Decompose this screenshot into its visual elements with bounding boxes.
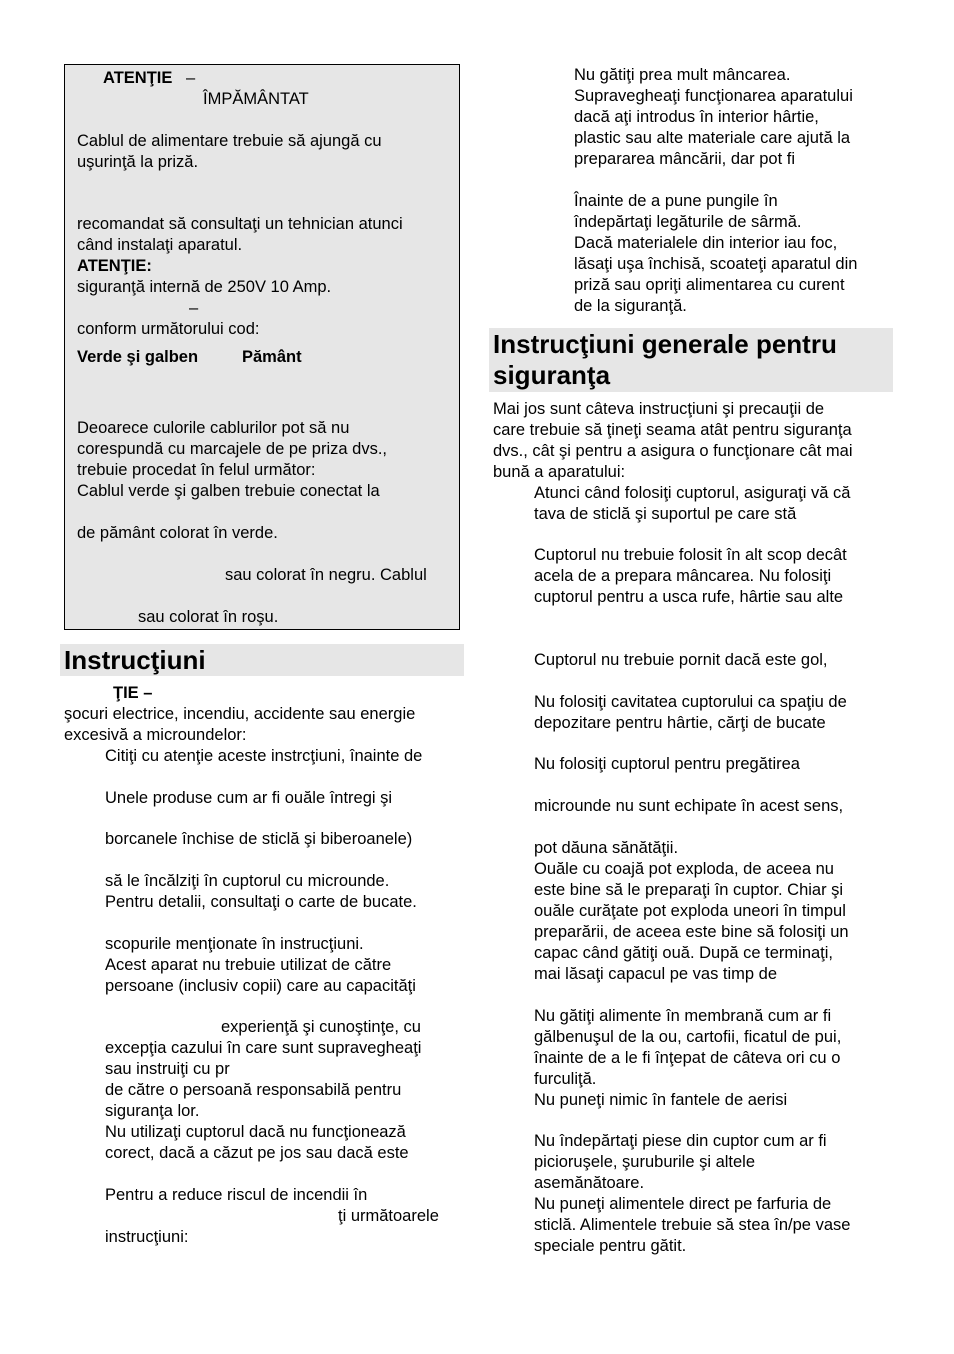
list-item: să le încălziţi în cuptorul cu microunde. (105, 872, 390, 890)
general-item: Nu îndepărtaţi piese din cuptor cum ar fi (534, 1132, 827, 1150)
grounded-text: ÎMPĂMÂNTAT (203, 90, 309, 108)
right-text-line: Supravegheaţi funcţionarea aparatului (574, 87, 853, 105)
right-text-line: îndepărtaţi legăturile de sârmă. (574, 213, 802, 231)
list-item: persoane (inclusiv copii) care au capacităţi (105, 977, 416, 995)
cable-text-1: Cablul de alimentare trebuie să ajungă cu (77, 132, 382, 150)
right-text-line: Dacă materialele din interior iau foc, (574, 234, 838, 252)
right-text-line: de la siguranţă. (574, 297, 687, 315)
right-text-line: Înainte de a pune pungile în (574, 192, 778, 210)
section-title: Instrucţiuni (64, 645, 206, 675)
right-text-line: plastic sau alte materiale care ajută la (574, 129, 851, 147)
list-item: ţi următoarele (338, 1207, 439, 1225)
list-item: Pentru a reduce riscul de incendii în (105, 1186, 368, 1204)
list-item: excepţia cazului în care sunt supravegheaţi (105, 1039, 422, 1057)
right-text-line: prepararea mâncării, dar pot fi (574, 150, 796, 168)
general-item: microunde nu sunt echipate în acest sens, (534, 797, 844, 815)
general-item: Atunci când folosiţi cuptorul, asiguraţi vă că (534, 484, 851, 502)
general-item: Nu puneţi nimic în fantele de aerisi (534, 1091, 788, 1109)
general-item: picioruşele, şuruburile şi altele (534, 1153, 756, 1171)
general-item: sticlă. Alimentele trebuie să stea în/pe vase (534, 1216, 851, 1234)
recommend-text-1: recomandat să consultaţi un tehnician atunci (77, 215, 403, 233)
list-item: Acest aparat nu trebuie utilizat de către (105, 956, 392, 974)
general-item: Ouăle cu coajă pot exploda, de aceea nu (534, 860, 834, 878)
intro-text-1: şocuri electrice, incendiu, accidente sau energie (64, 705, 416, 723)
general-item: tava de sticlă şi suportul pe care stă (534, 505, 797, 523)
general-item: Nu puneţi alimentele direct pe farfuria de (534, 1195, 832, 1213)
colors-text-4: Cablul verde şi galben trebuie conectat la (77, 482, 380, 500)
general-item: este bine să le preparaţi în cuptor. Chiar şi (534, 881, 844, 899)
list-item: Citiţi cu atenţie aceste instrcţiuni, înainte de (105, 747, 423, 765)
list-item: Unele produse cum ar fi ouăle întregi şi (105, 789, 393, 807)
warning-label-2: ATENŢIE: (77, 257, 152, 275)
general-item: cuptorul pentru a usca rufe, hârtie sau alte (534, 588, 844, 606)
list-item: Pentru detalii, consultaţi o carte de bucate. (105, 893, 417, 911)
general-item: speciale pentru gătit. (534, 1237, 687, 1255)
right-text-line: dacă aţi introdus în interior hârtie, (574, 108, 819, 126)
wire-earth: Pământ (242, 348, 302, 366)
general-intro: dvs., cât şi pentru a asigura o funcţionare cât mai (493, 442, 853, 460)
general-item: ouăle curăţate pot exploda uneori în timpul (534, 902, 846, 920)
list-item: de către o persoană responsabilă pentru (105, 1081, 402, 1099)
right-text-line: Nu gătiţi prea mult mâncarea. (574, 66, 791, 84)
intro-text-2: excesivă a microundelor: (64, 726, 247, 744)
warning-dash: – (186, 69, 196, 87)
general-item: pot dăuna sănătăţii. (534, 839, 679, 857)
general-title-2: siguranţa (493, 360, 611, 390)
general-item: Cuptorul nu trebuie pornit dacă este gol, (534, 651, 828, 669)
general-item: depozitare pentru hârtie, cărţi de bucate (534, 714, 826, 732)
right-text-line: priză sau opriţi alimentarea cu curent (574, 276, 845, 294)
general-intro: bună a aparatului: (493, 463, 626, 481)
list-item: experienţă şi cunoştinţe, cu (221, 1018, 421, 1036)
general-item: acela de a prepara mâncarea. Nu folosiţi (534, 567, 832, 585)
right-text-line: lăsaţi uşa închisă, scoateţi aparatul din (574, 255, 858, 273)
general-item: gălbenuşul de la ou, cartofii, ficatul de pui, (534, 1028, 842, 1046)
general-item: Nu gătiţi alimente în membrană cum ar fi (534, 1007, 832, 1025)
list-item: instrucţiuni: (105, 1228, 189, 1246)
general-item: Nu folosiţi cuptorul pentru pregătirea (534, 755, 800, 773)
general-item: preparării, de aceea este bine să folosiţi un (534, 923, 849, 941)
warning-fragment: ŢIE – (113, 684, 153, 702)
dash-text: – (189, 299, 199, 317)
general-item: Nu folosiţi cavitatea cuptorului ca spaţiu de (534, 693, 847, 711)
recommend-text-2: când instalaţi aparatul. (77, 236, 243, 254)
list-item: sau instruiţi cu pr (105, 1060, 230, 1078)
earth-green-text: de pământ colorat în verde. (77, 524, 278, 542)
wire-green-yellow: Verde şi galben (77, 348, 199, 366)
colors-text-1: Deoarece culorile cablurilor pot să nu (77, 419, 350, 437)
colors-text-3: trebuie procedat în felul următor: (77, 461, 316, 479)
colors-text-2: corespundă cu marcajele de pe priza dvs., (77, 440, 388, 458)
list-item: corect, dacă a căzut pe jos sau dacă este (105, 1144, 409, 1162)
code-text: conform următorului cod: (77, 320, 260, 338)
general-item: Cuptorul nu trebuie folosit în alt scop decât (534, 546, 847, 564)
black-wire-text: sau colorat în negru. Cablul (225, 566, 427, 584)
list-item: scopurile menţionate în instrucţiuni. (105, 935, 364, 953)
general-intro: Mai jos sunt câteva instrucţiuni şi precauţii de (493, 400, 825, 418)
general-title-1: Instrucţiuni generale pentru (493, 329, 837, 359)
red-wire-text: sau colorat în roşu. (138, 608, 279, 626)
general-item: furculiţă. (534, 1070, 597, 1088)
cable-text-2: uşurinţă la priză. (77, 153, 199, 171)
general-item: înainte de a le fi înţepat de câteva ori cu o (534, 1049, 841, 1067)
list-item: borcanele închise de sticlă şi biberoanele) (105, 830, 413, 848)
general-intro: care trebuie să ţineţi seama atât pentru siguranţa (493, 421, 852, 439)
warning-label: ATENŢIE (103, 69, 173, 87)
list-item: siguranţa lor. (105, 1102, 200, 1120)
general-item: mai lăsaţi capacul pe vas timp de (534, 965, 778, 983)
general-item: capac când gătiţi ouă. După ce terminaţi, (534, 944, 834, 962)
list-item: Nu utilizaţi cuptorul dacă nu funcţionează (105, 1123, 406, 1141)
fuse-text: siguranţă internă de 250V 10 Amp. (77, 278, 332, 296)
general-item: asemănătoare. (534, 1174, 645, 1192)
